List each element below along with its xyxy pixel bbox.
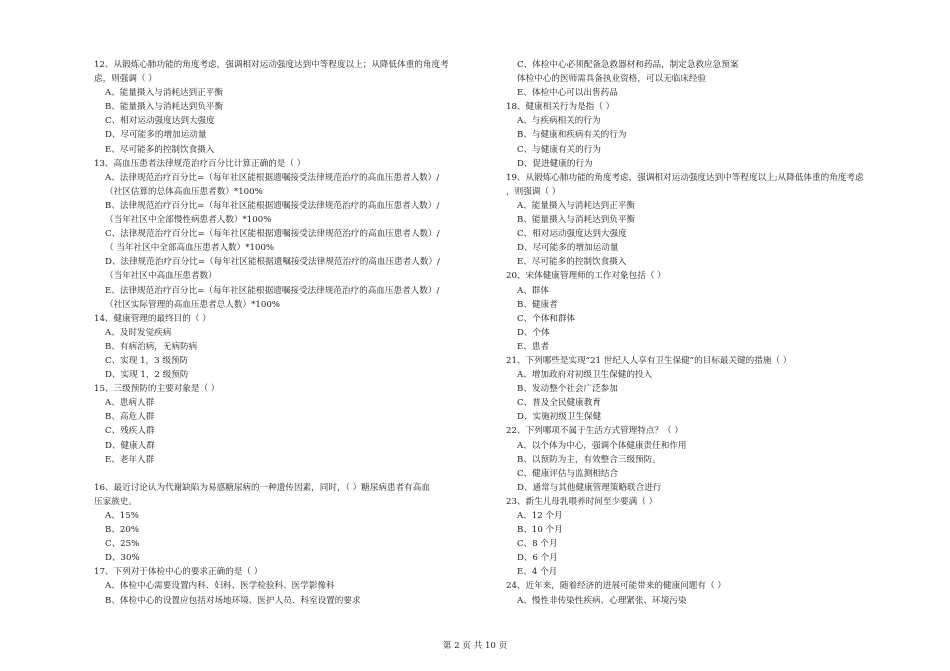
right-option-line: B、发动整个社会广泛参加 — [517, 384, 618, 395]
left-option-line: D、法律规范治疗百分比=（每年社区能根据遗嘱接受法律规范治疗的高血压患者人数）/ — [105, 257, 440, 268]
right-option-line: B、能量摄入与消耗达到负平衡 — [517, 215, 636, 226]
left-option-line: C、残疾人群 — [105, 426, 155, 437]
left-question-line: 12、从锻炼心肺功能的角度考虑，强调相对运动强度达到中等程度以上；从降低体重的角度考 — [94, 60, 449, 70]
right-question-line: 24、近年来，随着经济的进展可能带来的健康问题有（ ） — [506, 581, 726, 592]
left-option-line: （当年社区中全部慢性病患者人数）*100% — [105, 215, 272, 226]
left-blank-line — [94, 467, 494, 481]
right-question-line: 22、下列哪项不属于生活方式管理特点？（ ） — [506, 426, 683, 437]
left-option-line: D、30% — [105, 553, 140, 564]
left-option-line: D、尽可能多的增加运动量 — [105, 130, 207, 141]
left-option-line: （ 当年社区中全部高血压患者人数）*100% — [105, 243, 275, 254]
right-option-line: E、体检中心可以出售药品 — [517, 88, 618, 99]
right-option-line: B、与健康和疾病有关的行为 — [517, 130, 627, 141]
right-option-line: C、与健康有关的行为 — [517, 144, 601, 155]
left-option-line: C、相对运动强度达到大强度 — [105, 116, 215, 127]
left-option-line: B、有病治病，无病防病 — [105, 341, 198, 352]
left-option-line: E、尽可能多的控制饮食摄入 — [105, 144, 215, 155]
right-option-line: A、群体 — [517, 285, 549, 296]
right-column — [506, 58, 916, 608]
right-question-line: 21、下列哪些是实现“21 世纪人人享有卫生保健”的目标最关键的措施（ ） — [506, 355, 792, 366]
right-option-line: D、通常与其他健康管理策略联合进行 — [517, 482, 662, 493]
left-option-line: B、法律规范治疗百分比=（每年社区能根据遗嘱接受法律规范治疗的高血压患者人数）/ — [105, 200, 440, 211]
left-option-line: A、能量摄入与消耗达到正平衡 — [105, 88, 223, 99]
right-option-line: A、慢性非传染性疾病、心理紧张、环境污染 — [517, 595, 687, 606]
left-option-line: （社区估算的总体高血压患者数）*100% — [105, 186, 263, 197]
left-option-line: A、法律规范治疗百分比=（每年社区能根据遗嘱接受法律规范治疗的高血压患者人数）/ — [105, 172, 440, 183]
left-option-line: D、实现 1，2 级预防 — [105, 370, 189, 381]
left-option-line: （当年社区中高血压患者数） — [105, 271, 217, 282]
left-option-line: A、15% — [105, 511, 139, 521]
left-option-line: D、健康人群 — [105, 440, 155, 451]
right-option-line: A、增加政府对初级卫生保健的投入 — [517, 370, 653, 381]
left-option-line: C、25% — [105, 539, 140, 550]
right-option-line: D、实施初级卫生保健 — [517, 412, 602, 423]
right-option-line: C、健康评估与监测相结合 — [517, 468, 619, 479]
right-option-line: C、体检中心必须配备急救器材和药品，制定急救应急预案 — [517, 60, 739, 70]
left-option-line: （社区实际管理的高血压患者总人数）*100% — [105, 299, 280, 310]
left-option-line: B、20% — [105, 525, 140, 536]
left-option-line: C、实现 1，3 级预防 — [105, 355, 189, 366]
left-option-line: B、高危人群 — [105, 412, 155, 423]
right-option-line: C、8 个月 — [517, 539, 558, 550]
right-option-line: B、10 个月 — [517, 525, 563, 536]
right-option-line: A、以个体为中心，强调个体健康责任和作用 — [517, 440, 687, 451]
right-option-line: C、普及全民健康教育 — [517, 398, 601, 409]
right-option-line: E、4 个月 — [517, 567, 558, 578]
right-option-line: A、能量摄入与消耗达到正平衡 — [517, 200, 635, 211]
right-option-line: A、与疾病相关的行为 — [517, 116, 601, 127]
right-option-line: C、个体和群体 — [517, 313, 576, 324]
right-option-line: 体检中心的医师需具备执业资格，可以无临床经验 — [517, 74, 707, 85]
right-option-line: A、12 个月 — [517, 511, 563, 521]
left-question-line: 15、三级预防的主要对象是（ ） — [94, 384, 220, 395]
right-question-line: 18、健康相关行为是指（ ） — [506, 102, 615, 113]
left-option-line: B、能量摄入与消耗达到负平衡 — [105, 102, 224, 113]
left-option-line: B、体检中心的设置应包括对场地环境、医护人员、科室设置的要求 — [105, 595, 361, 606]
right-option-line: B、以预防为主，有效整合三级预防。 — [517, 454, 661, 465]
left-question-line: 17、下列对于体检中心的要求正确的是（ ） — [94, 567, 263, 578]
right-question-line: 19、从锻炼心肺功能的角度考虑，强调相对运动强度达到中等程度以上;从降低体重的角度考虑 — [506, 172, 864, 183]
right-option-line: E、患者 — [517, 341, 550, 352]
right-question-line: 23、新生儿母乳喂养时间至少要满（ ） — [506, 496, 658, 507]
left-option-line: A、患病人群 — [105, 398, 155, 409]
left-question-line: 16、最近讨论认为代谢缺陷为易感糖尿病的一种遗传因素，同时，（ ）糖尿病患者有高血 — [94, 482, 430, 493]
left-continuation-line: 压家族史。 — [94, 496, 137, 507]
right-option-line: D、个体 — [517, 327, 550, 338]
left-question-line: 13、高血压患者法律规范治疗百分比计算正确的是（ ） — [94, 158, 306, 169]
right-continuation-line: ，则强调（ ） — [506, 186, 561, 197]
left-option-line: E、老年人群 — [105, 454, 155, 465]
left-continuation-line: 虑，则强调（ ） — [94, 74, 157, 85]
left-option-line: C、法律规范治疗百分比=（每年社区能根据遗嘱接受法律规范治疗的高血压患者人数）/ — [105, 229, 440, 240]
left-option-line: E、法律规范治疗百分比=（每年社区能根据遗嘱接受法律规范治疗的高血压患者人数）/ — [105, 285, 440, 296]
right-option-line: D、6 个月 — [517, 553, 558, 564]
right-option-line: C、相对运动强度达到大强度 — [517, 229, 627, 240]
page-footer: 第 2 页 共 10 页 — [442, 641, 508, 651]
right-option-line: B、健康者 — [517, 299, 558, 310]
left-question-line: 14、健康管理的最终目的（ ） — [94, 313, 211, 324]
right-question-line: 20、宋体健康管理师的工作对象包括（ ） — [506, 271, 666, 282]
left-option-line: A、体检中心需要设置内科、妇科、医学检验科、医学影像科 — [105, 581, 335, 592]
left-column — [94, 58, 494, 608]
right-option-line: D、尽可能多的增加运动量 — [517, 243, 619, 254]
right-option-line: E、尽可能多的控制饮食摄入 — [517, 257, 627, 268]
left-option-line: A、及时发觉疾病 — [105, 327, 172, 338]
right-option-line: D、促进健康的行为 — [517, 158, 593, 169]
